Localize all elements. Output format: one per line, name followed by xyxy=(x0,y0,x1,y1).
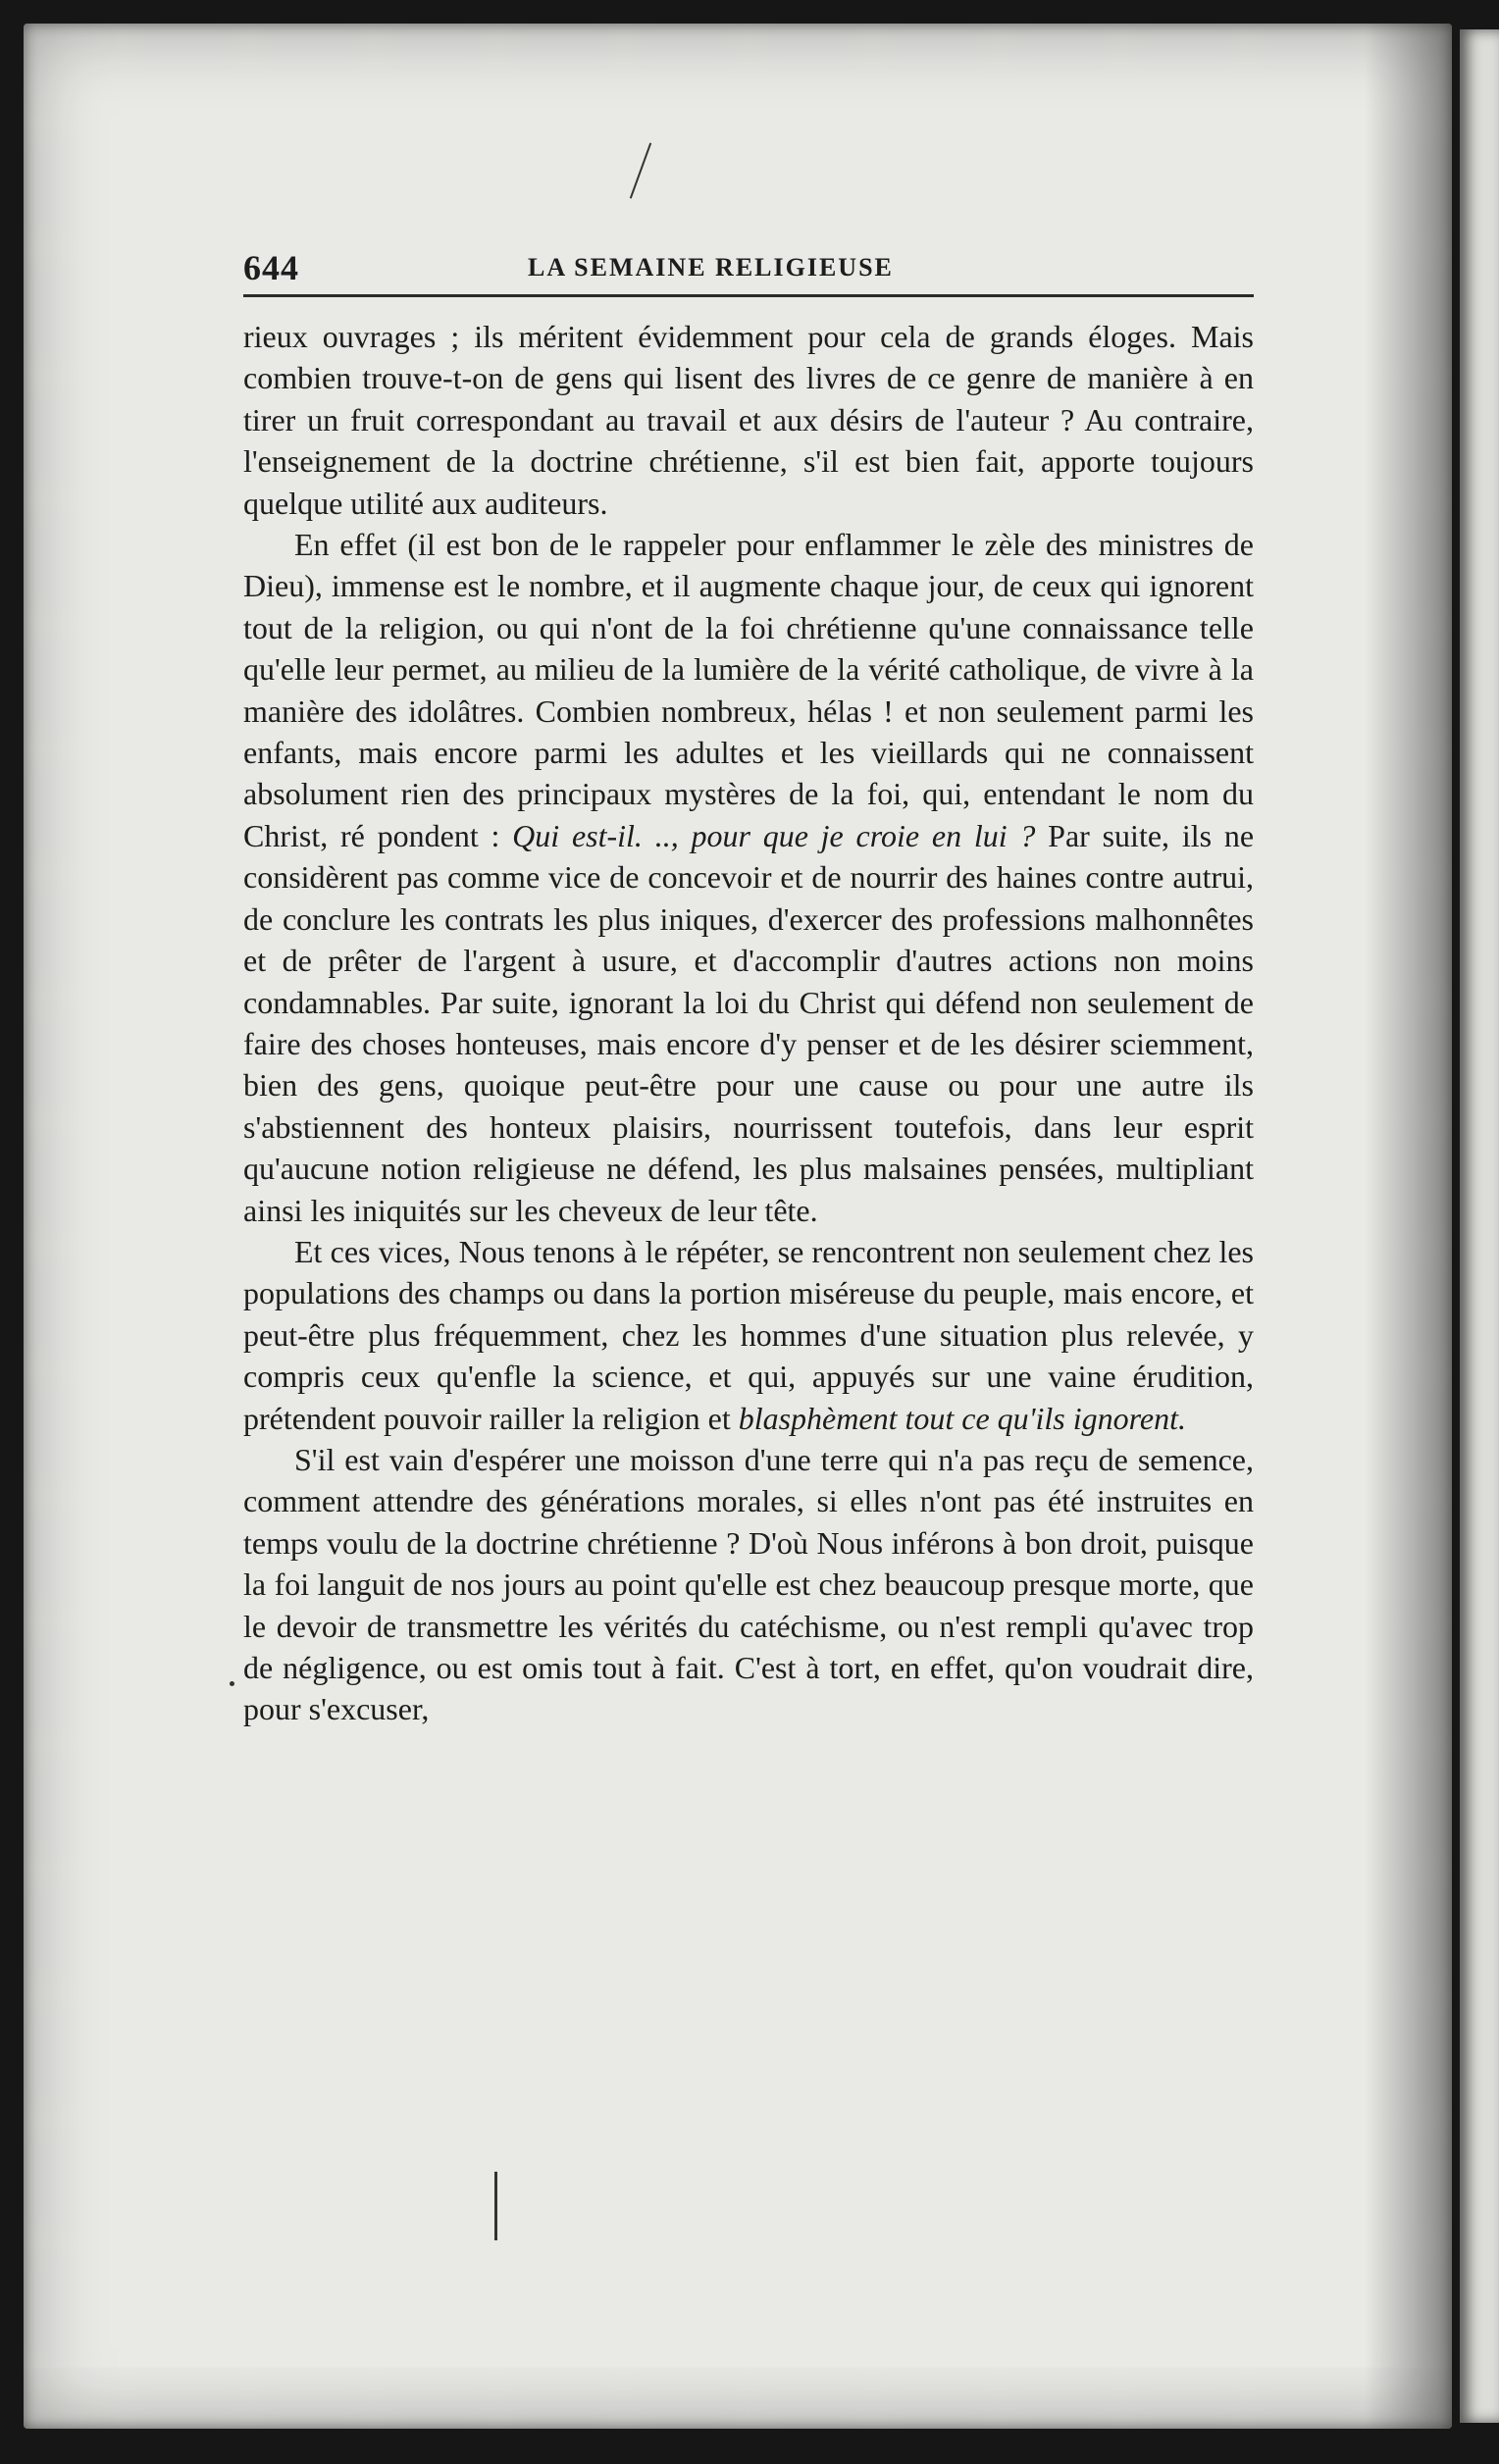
film-scratch xyxy=(630,142,651,198)
text-run: S'il est vain d'espérer une moisson d'une terre qui n'a pas reçu de semence, comment attendre des générations morales, si elles n'ont pas été instruites en temps voulu de la doctrine chrétienne ? D'où Nous inférons à bon droit, puisque la foi languit de nos jours au point qu'elle est chez beaucoup presque morte, que le devoir de transmettre les vérités du catéchisme, ou n'est rempli qu'avec trop de négligence, ou est omis tout à fait. C'est à tort, en effet, qu'on voudrait dire, pour s'excuser, xyxy=(243,1441,1254,1727)
text-run: Et ces vices, Nous tenons à le répéter, se rencontrent non seulement chez les populations des champs ou dans la portion miséreuse du peuple, mais encore, et peut-être plus fréquemment, chez les hommes d'une situation plus relevée, y compris ceux qu'enfle la science, et qui, appuyés sur une vaine érudition, prétendent pouvoir railler la religion et xyxy=(243,1233,1254,1436)
body-text xyxy=(243,316,1254,1730)
text-run: Par suite, ils ne considèrent pas comme vice de concevoir et de nourrir des haines contre autrui, de conclure les contrats les plus iniques, d'exercer des professions malhonnêtes et de prêter de l'argent à usure, et d'accomplir d'autres actions non moins condamnables. Par suite, ignorant la loi du Christ qui défend non seulement de faire des choses honteuses, mais encore d'y penser et de les désirer sciemment, bien des gens, quoique peut-être pour une cause ou pour une autre ils s'abstiennent des honteux plaisirs, nourrissent toutefois, dans leur esprit qu'aucune notion religieuse ne défend, les plus malsaines pensées, multipliant ainsi les iniquités sur les cheveux de leur tête. xyxy=(243,817,1255,1228)
page-number: 644 xyxy=(243,248,299,287)
header-rule xyxy=(243,294,1254,297)
paragraph xyxy=(243,316,1254,524)
paragraph xyxy=(243,1439,1254,1730)
adjacent-page-edge xyxy=(1460,29,1499,2423)
film-dust xyxy=(230,1681,234,1686)
page-header xyxy=(243,247,1254,296)
paragraph xyxy=(243,1231,1254,1439)
film-scratch xyxy=(494,2172,497,2240)
paragraph xyxy=(243,524,1254,1231)
text-run: rieux ouvrages ; ils méritent évidemment pour cela de grands éloges. Mais combien trouve-t-on de gens qui lisent des livres de ce genre de manière à en tirer un fruit correspondant au travail et aux désirs de l'auteur ? Au contraire, l'enseignement de la doctrine chrétienne, s'il est bien fait, apporte toujours quelque utilité aux auditeurs. xyxy=(243,319,1254,521)
running-title: LA SEMAINE RELIGIEUSE xyxy=(528,253,894,282)
italic-quote: Qui est-il. .., pour que je croie en lui ? xyxy=(512,817,1036,853)
italic-quote: blasphèment tout ce qu'ils ignorent. xyxy=(738,1400,1186,1436)
text-run: En effet (il est bon de le rappeler pour enflammer le zèle des ministres de Dieu), immense est le nombre, et il augmente chaque jour, de ceux qui ignorent tout de la religion, ou qui n'ont de la foi chrétienne qu'une connaissance telle qu'elle leur permet, au milieu de la lumière de la vérité catholique, de vivre à la manière des idolâtres. Combien nombreux, hélas ! et non seulement parmi les enfants, mais encore parmi les adultes et les vieillards qui ne connaissent absolument rien des principaux mystères de la foi, qui, entendant le nom du Christ, ré pondent : xyxy=(243,527,1254,853)
